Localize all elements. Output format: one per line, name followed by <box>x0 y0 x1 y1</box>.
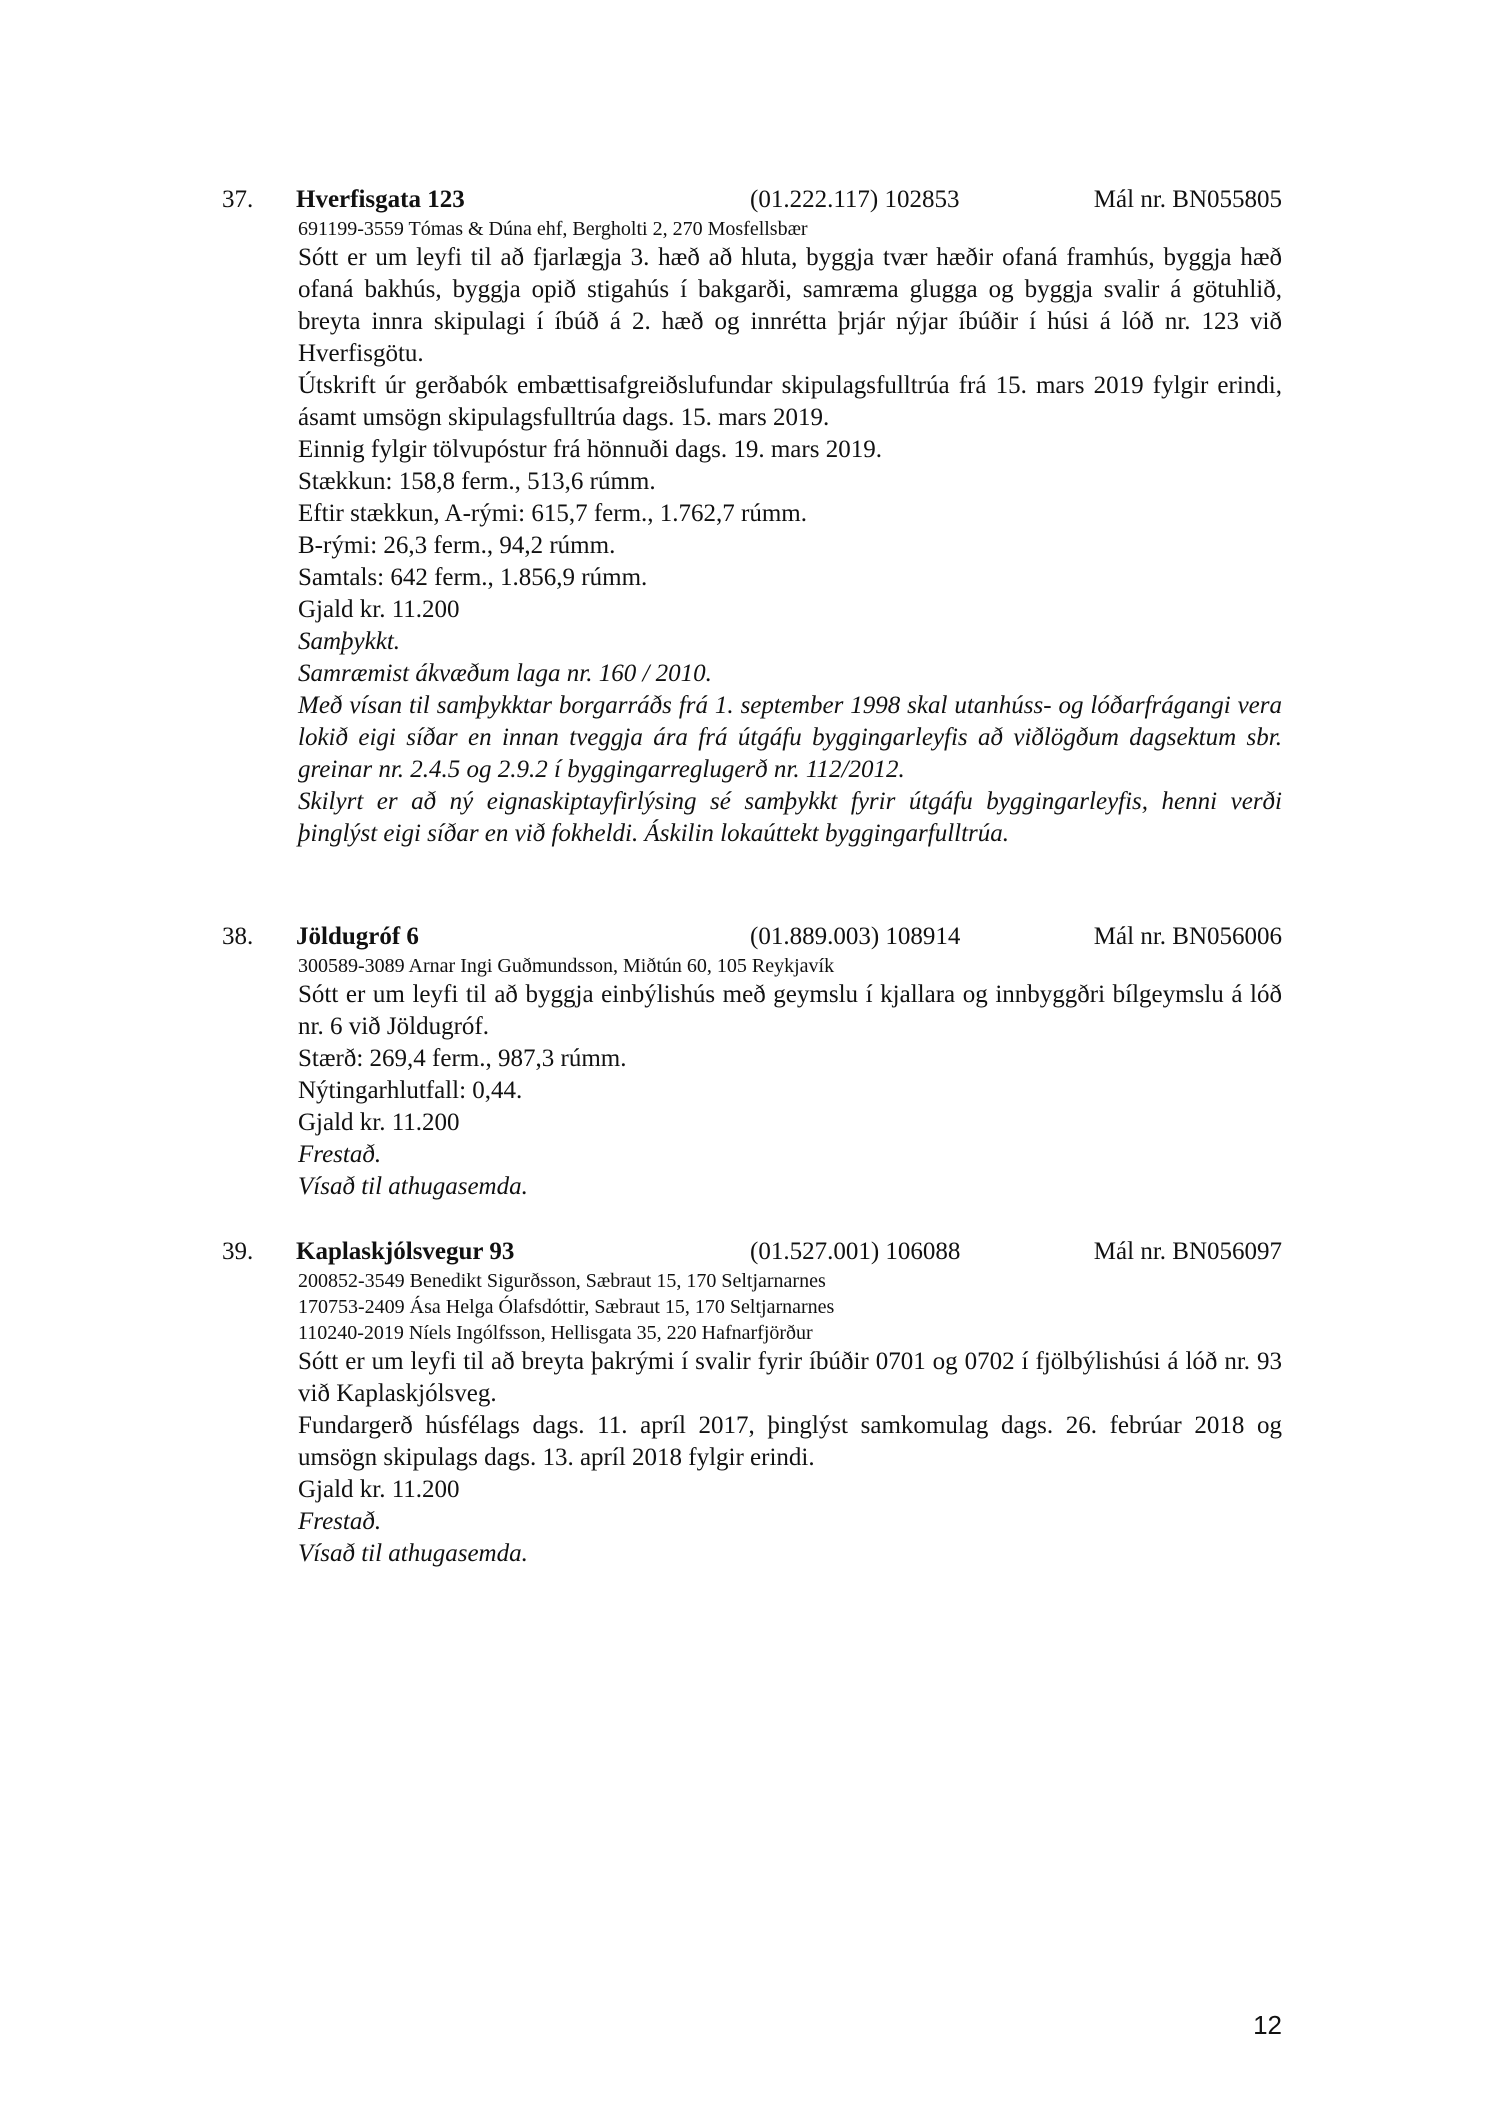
item-land-code: (01.889.003) 108914 <box>750 923 961 950</box>
case-text: Sótt er um leyfi til að byggja einbýlishús með geymslu í kjallara og innbyggðri bílgeymslu á lóð nr. 6 við Jöldugróf. <box>298 981 1282 1040</box>
item-body <box>298 216 1282 850</box>
decision-text: Samþykkt. <box>298 628 401 655</box>
case-text: Eftir stækkun, A-rými: 615,7 ferm., 1.762,7 rúmm. <box>298 500 807 527</box>
item-number: 38. <box>222 923 254 950</box>
case-text: Samtals: 642 ferm., 1.856,9 rúmm. <box>298 564 648 591</box>
case-text: Fundargerð húsfélags dags. 11. apríl 2017, þinglýst samkomulag dags. 26. febrúar 2018 og umsögn skipulags dags. 13. apríl 2018 fylgir erindi. <box>298 1412 1282 1471</box>
decision-text: Samræmist ákvæðum laga nr. 160 / 2010. <box>298 660 712 687</box>
decision-text: Með vísan til samþykktar borgarráðs frá 1. september 1998 skal utanhúss- og lóðarfrágangi vera lokið eigi síðar en innan tveggja ára frá útgáfu byggingarleyfis að viðlögðum dagsektum sbr. greinar nr. 2.4.5 og 2.9.2 í byggingarreglugerð nr. 112/2012. <box>298 692 1282 783</box>
item-address: Jöldugróf 6 <box>296 923 419 950</box>
applicant-line: 170753-2409 Ása Helga Ólafsdóttir, Sæbraut 15, 170 Seltjarnarnes <box>298 1296 835 1318</box>
decision-text: Vísað til athugasemda. <box>298 1540 528 1567</box>
applicant-line: 300589-3089 Arnar Ingi Guðmundsson, Miðtún 60, 105 Reykjavík <box>298 955 835 977</box>
applicant-line: 110240-2019 Níels Ingólfsson, Hellisgata 35, 220 Hafnarfjörður <box>298 1322 813 1344</box>
case-text: Sótt er um leyfi til að breyta þakrými í svalir fyrir íbúðir 0701 og 0702 í fjölbýlishúsi á lóð nr. 93 við Kaplaskjólsveg. <box>298 1348 1282 1407</box>
applicant-line: 200852-3549 Benedikt Sigurðsson, Sæbraut 15, 170 Seltjarnarnes <box>298 1270 826 1292</box>
item-number: 39. <box>222 1238 254 1265</box>
item-case-number: Mál nr. BN055805 <box>1093 186 1282 213</box>
item-header <box>222 1236 1282 1268</box>
agenda-item-38 <box>222 921 1282 1203</box>
item-case-number: Mál nr. BN056097 <box>1093 1238 1282 1265</box>
case-text: Útskrift úr gerðabók embættisafgreiðslufundar skipulagsfulltrúa frá 15. mars 2019 fylgir erindi, ásamt umsögn skipulagsfulltrúa dags. 15. mars 2019. <box>298 372 1282 431</box>
case-text: Stækkun: 158,8 ferm., 513,6 rúmm. <box>298 468 656 495</box>
agenda-item-37 <box>222 184 1282 850</box>
item-case-number: Mál nr. BN056006 <box>1093 923 1282 950</box>
case-text: B-rými: 26,3 ferm., 94,2 rúmm. <box>298 532 616 559</box>
item-header <box>222 921 1282 953</box>
item-land-code: (01.222.117) 102853 <box>750 186 960 213</box>
case-text: Sótt er um leyfi til að fjarlægja 3. hæð að hluta, byggja tvær hæðir ofaná framhús, byggja hæð ofaná bakhús, byggja opið stigahús í bakgarði, samræma glugga og byggja svalir á götuhlið, breyta innra skipulagi í íbúð á 2. hæð og innrétta þrjár nýjar íbúðir í húsi á lóð nr. 123 við Hverfisgötu. <box>298 244 1282 367</box>
decision-text: Skilyrt er að ný eignaskiptayfirlýsing sé samþykkt fyrir útgáfu byggingarleyfis, henni verði þinglýst eigi síðar en við fokheldi. Áskilin lokaúttekt byggingarfulltrúa. <box>298 788 1282 847</box>
page-number: 12 <box>1253 2010 1282 2040</box>
applicant-line: 691199-3559 Tómas & Dúna ehf, Bergholti 2, 270 Mosfellsbær <box>298 218 808 240</box>
decision-text: Frestað. <box>298 1508 382 1535</box>
case-text: Gjald kr. 11.200 <box>298 1109 460 1136</box>
item-address: Hverfisgata 123 <box>296 186 465 213</box>
decision-text: Vísað til athugasemda. <box>298 1173 528 1200</box>
item-body <box>298 953 1282 1203</box>
case-text: Stærð: 269,4 ferm., 987,3 rúmm. <box>298 1045 627 1072</box>
case-text: Nýtingarhlutfall: 0,44. <box>298 1077 523 1104</box>
item-address: Kaplaskjólsvegur 93 <box>296 1238 515 1265</box>
case-text: Gjald kr. 11.200 <box>298 1476 460 1503</box>
case-text: Gjald kr. 11.200 <box>298 596 460 623</box>
item-header <box>222 184 1282 216</box>
decision-text: Frestað. <box>298 1141 382 1168</box>
item-land-code: (01.527.001) 106088 <box>750 1238 961 1265</box>
item-number: 37. <box>222 186 254 213</box>
case-text: Einnig fylgir tölvupóstur frá hönnuði dags. 19. mars 2019. <box>298 436 882 463</box>
item-body <box>298 1268 1282 1570</box>
agenda-item-39 <box>222 1236 1282 1570</box>
